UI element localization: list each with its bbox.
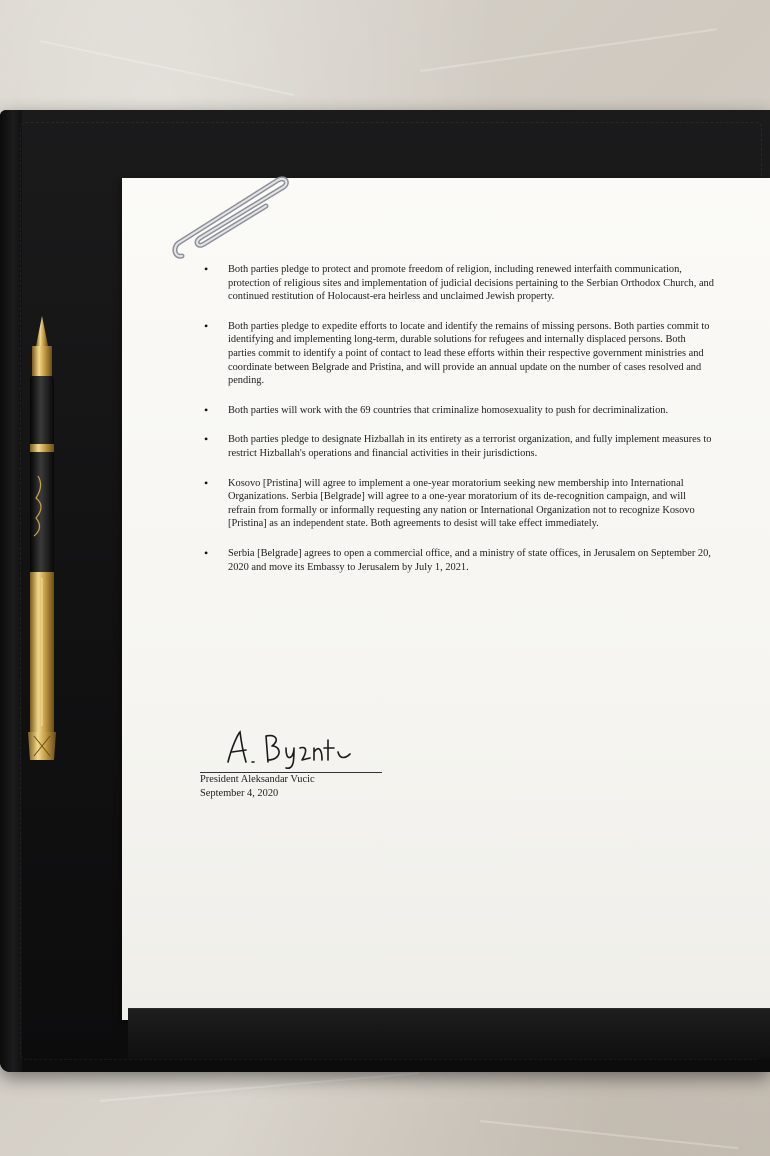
folder-pocket: [128, 1008, 770, 1059]
marble-vein: [420, 28, 717, 72]
folder-spine: [0, 110, 22, 1072]
marble-vein: [480, 1120, 739, 1149]
clause-item: • Both parties pledge to designate Hizballah in its entirety as a terrorist organization, and fully implement measures to restrict Hizballah's operations and financial activities in their jurisdictions.: [202, 433, 714, 460]
marble-vein: [100, 1072, 419, 1102]
paperclip-icon[interactable]: [170, 172, 290, 267]
signatory-name: President Aleksandar Vucic: [200, 774, 315, 785]
handwritten-signature: [210, 726, 360, 770]
clause-item: • Kosovo [Pristina] will agree to implement a one-year moratorium seeking new membership into International Organizations. Serbia [Belgrade] will agree to a one-year moratorium of its de-recognition campaign, and will refrain from formally or informally requesting any nation or International Organization not to recognize Kosovo [Pristina] as an independent state. Both agreements to desist will take effect immediately.: [202, 477, 714, 531]
signing-date: September 4, 2020: [200, 787, 279, 799]
clause-item: • Both parties pledge to protect and promote freedom of religion, including renewed interfaith communication, protection of religious sites and implementation of judicial decisions pertaining to the Serbian Orthodox Church, and continued restitution of Holocaust-era heirless and unclaimed Jewish property.: [202, 263, 714, 304]
marble-vein: [40, 40, 295, 96]
gold-pen[interactable]: [24, 316, 68, 766]
clause-list: [202, 263, 714, 590]
clause-item: • Both parties pledge to expedite efforts to locate and identify the remains of missing persons. Both parties commit to identifying and implementing long-term, durable solutions for refugees and internally displaced persons. Both parties commit to identify a point of contact to lead these efforts within their respective government ministries and coordinate between Belgrade and Pristina, and will provide an annual update on the number of cases resolved and pending.: [202, 320, 714, 388]
clause-item: • Serbia [Belgrade] agrees to open a commercial office, and a ministry of state offices, in Jerusalem on September 20, 2020 and move its Embassy to Jerusalem by July 1, 2021.: [202, 547, 714, 574]
document-page: [122, 178, 770, 1020]
signature-block: [200, 726, 400, 800]
clause-item: • Both parties will work with the 69 countries that criminalize homosexuality to push for decriminalization.: [202, 404, 714, 418]
